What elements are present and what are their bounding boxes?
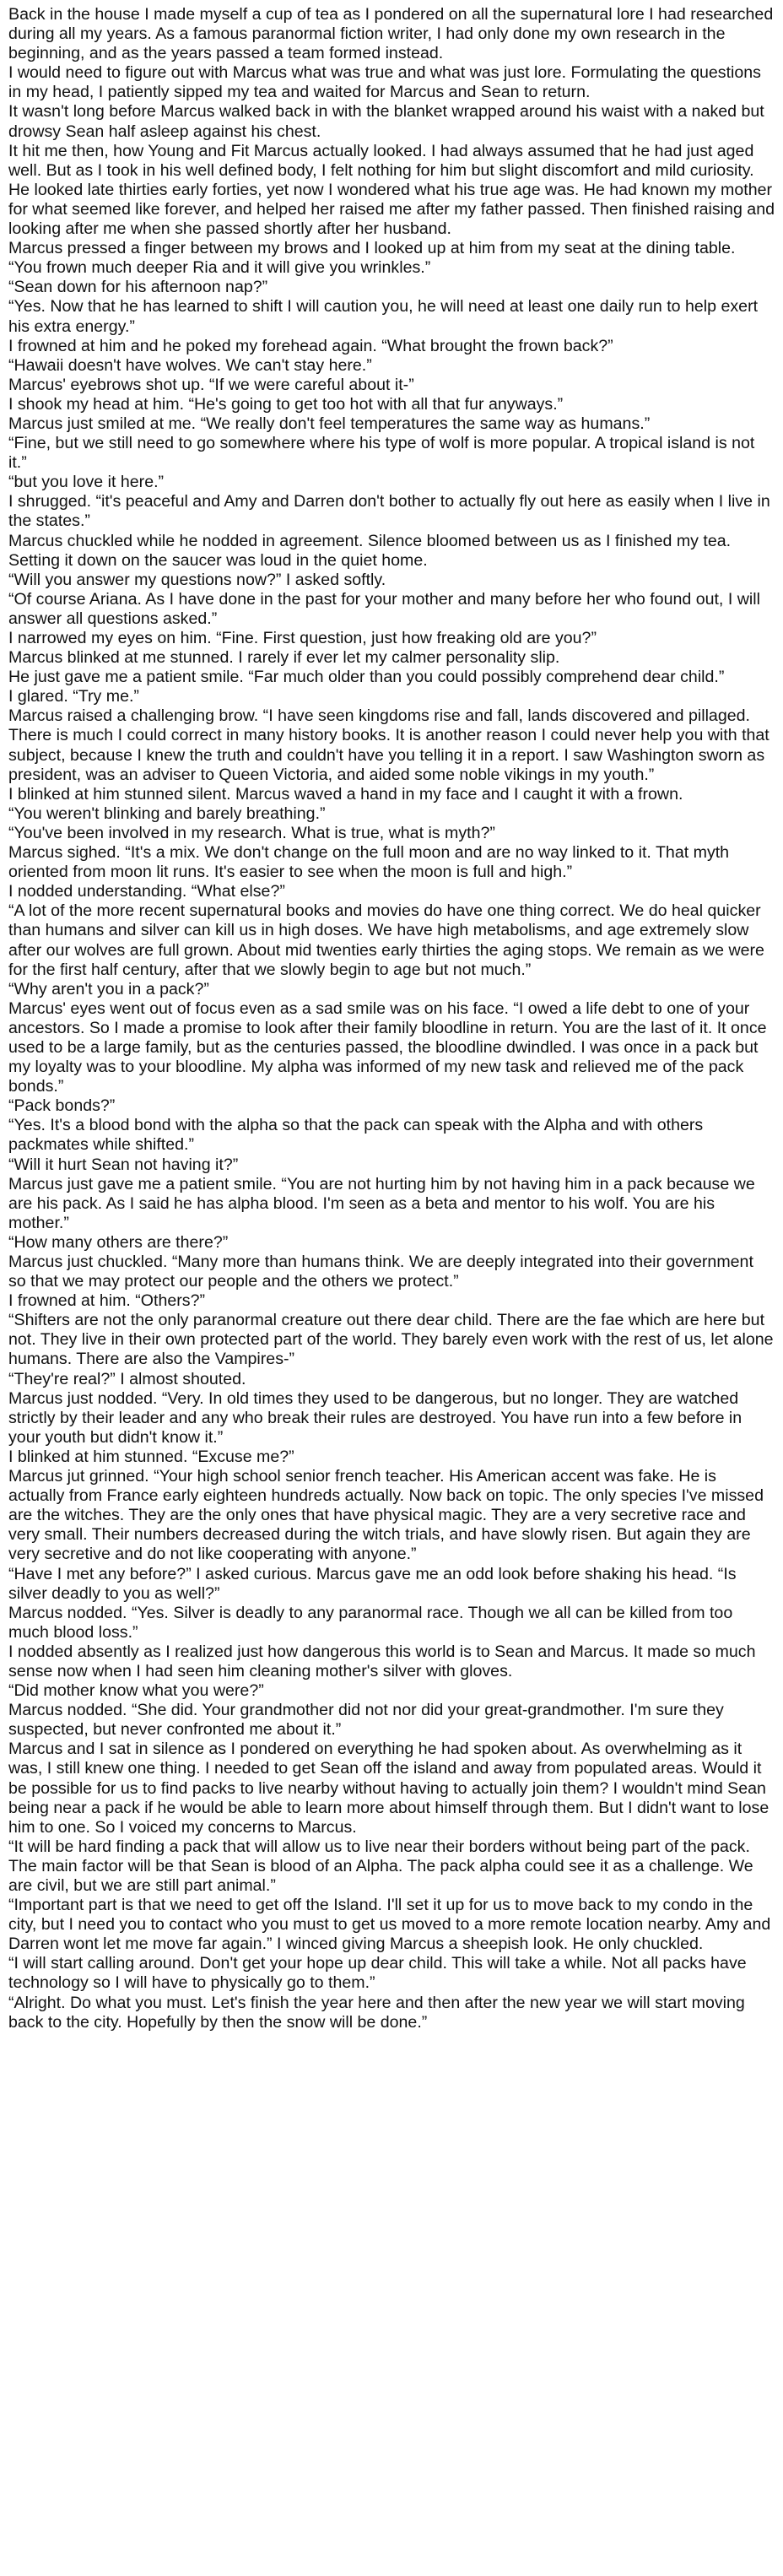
paragraph: “Shifters are not the only paranormal creature out there dear child. There are the fae which are here but not. They live in their own protected part of the world. They barely even work with the rest of us, let alone humans. There are also the Vampires-”	[8, 1311, 774, 1369]
paragraph: Marcus' eyes went out of focus even as a sad smile was on his face. “I owed a life debt to one of your ancestors. So I made a promise to look after their family bloodline in return. You are the last of it. It once used to be a large family, but as the centuries passed, the bloodline dwindled. I was once in a pack but my loyalty was to your bloodline. My alpha was informed of my new task and relieved me of the pack bonds.”	[8, 998, 767, 1096]
paragraph: Marcus just gave me a patient smile. “You are not hurting him by not having him in a pack because we are his pack. As I said he has alpha blood. I'm seen as a beta and mentor to his wolf. You are his mother.”	[8, 1174, 755, 1232]
paragraph: “Will it hurt Sean not having it?”	[8, 1155, 239, 1174]
paragraph: I blinked at him stunned. “Excuse me?”	[8, 1447, 294, 1466]
paragraph: Marcus just chuckled. “Many more than humans think. We are deeply integrated into their government so that we may protect our people and the others we protect.”	[8, 1253, 753, 1291]
paragraph: Marcus just nodded. “Very. In old times they used to be dangerous, but no longer. They are watched strictly by their leader and any who break their rules are destroyed. You have run into a few before in your youth but didn't know it.”	[8, 1388, 742, 1447]
paragraph: “Have I met any before?” I asked curious. Marcus gave me an odd look before shaking his head. “Is silver deadly to you as well?”	[8, 1564, 737, 1603]
paragraph: It wasn't long before Marcus walked back in with the blanket wrapped around his waist with a naked but drowsy Sean half asleep against his chest.	[8, 102, 764, 141]
paragraph: I shook my head at him. “He's going to get too hot with all that fur anyways.”	[8, 394, 564, 414]
paragraph: Marcus nodded. “Yes. Silver is deadly to any paranormal race. Though we all can be killed from too much blood loss.”	[8, 1603, 733, 1642]
paragraph: “I will start calling around. Don't get your hope up dear child. This will take a while. Not all packs have technology so I will have to physically go to them.”	[8, 1954, 747, 1993]
paragraph: It hit me then, how Young and Fit Marcus actually looked. I had always assumed that he had just aged well. But as I took in his well defined body, I felt nothing for him but slight discomfort and mild curiosity. He looked late thirties early forties, yet now I wondered what his true age was. He had known my mother for what seemed like forever, and helped her raised me after my father passed. Then finished raising and looking after me when she passed shortly after her husband.	[8, 141, 775, 239]
paragraph: Marcus and I sat in silence as I pondered on everything he had spoken about. As overwhelming as it was, I still knew one thing. I needed to get Sean off the island and away from populated areas. Would it be possible for us to find packs to live nearby without having to actually join them? I wouldn't mind Sean being near a pack if he would be able to learn more about himself through them. But I didn't want to lose him to one. So I voiced my concerns to Marcus.	[8, 1740, 770, 1837]
paragraph: I glared. “Try me.”	[8, 687, 139, 706]
paragraph: He just gave me a patient smile. “Far much older than you could possibly comprehend dear child.”	[8, 668, 725, 687]
paragraph: “You frown much deeper Ria and it will give you wrinkles.”	[8, 258, 431, 278]
paragraph: I frowned at him. “Others?”	[8, 1291, 206, 1311]
paragraph: I nodded absently as I realized just how dangerous this world is to Sean and Marcus. It made so much sense now when I had seen him cleaning mother's silver with gloves.	[8, 1642, 756, 1680]
paragraph: I frowned at him and he poked my forehead again. “What brought the frown back?”	[8, 336, 613, 355]
paragraph: I narrowed my eyes on him. “Fine. First question, just how freaking old are you?”	[8, 629, 597, 647]
paragraph: “Alright. Do what you must. Let's finish the year here and then after the new year we will start moving back to the city. Hopefully by then the snow will be done.”	[8, 1993, 745, 2032]
paragraph: Marcus pressed a finger between my brows and I looked up at him from my seat at the dining table.	[8, 239, 736, 258]
paragraph: Marcus just smiled at me. “We really don't feel temperatures the same way as humans.”	[8, 414, 651, 433]
paragraph: “Fine, but we still need to go somewhere where his type of wolf is more popular. A tropical island is not it.”	[8, 434, 755, 473]
paragraph: Marcus nodded. “She did. Your grandmother did not nor did your great-grandmother. I'm sure they suspected, but never confronted me about it.”	[8, 1701, 724, 1740]
paragraph: “Will you answer my questions now?” I asked softly.	[8, 570, 386, 589]
paragraph: Marcus' eyebrows shot up. “If we were careful about it-”	[8, 375, 414, 394]
paragraph: “Yes. Now that he has learned to shift I will caution you, he will need at least one daily run to help exert his extra energy.”	[8, 297, 759, 336]
paragraph: “You weren't blinking and barely breathing.”	[8, 804, 326, 823]
paragraph: Marcus sighed. “It's a mix. We don't change on the full moon and are no way linked to it. That myth oriented from moon lit runs. It's easier to see when the moon is full and high.”	[8, 843, 730, 882]
paragraph: “A lot of the more recent supernatural books and movies do have one thing correct. We do heal quicker than humans and silver can kill us in high doses. We have high metabolisms, and age extremely slow after our wolves are full grown. About mid twenties early thirties the aging stops. We remain as we were for the first half century, after that we slowly begin to age but not much.”	[8, 901, 764, 979]
paragraph: “Hawaii doesn't have wolves. We can't stay here.”	[8, 355, 372, 375]
paragraph: I nodded understanding. “What else?”	[8, 882, 285, 901]
paragraph: “but you love it here.”	[8, 473, 165, 492]
paragraph: “Of course Ariana. As I have done in the past for your mother and many before her who found out, I will answer all questions asked.”	[8, 589, 760, 628]
paragraph: “They're real?” I almost shouted.	[8, 1369, 246, 1388]
paragraph: Marcus jut grinned. “Your high school senior french teacher. His American accent was fake. He is actually from France early eighteen hundreds actually. Now back on topic. The only species I've missed are the witches. They are the only ones that have physical magic. They are a very secretive race and very small. Their numbers decreased during the witch trials, and have slowly risen. But again they are very secretive and do not like cooperating with anyone.”	[8, 1467, 764, 1564]
paragraph: “It will be hard finding a pack that will allow us to live near their borders without being part of the pack. The main factor will be that Sean is blood of an Alpha. The pack alpha could see it as a challenge. We are civil, but we are still part animal.”	[8, 1837, 753, 1895]
paragraph: “How many others are there?”	[8, 1232, 229, 1252]
paragraph: “Important part is that we need to get off the Island. I'll set it up for us to move back to my condo in the city, but I need you to contact who you must to get us moved to a more remote location nearby. Amy and Darren wont let me move far again.” I winced giving Marcus a sheepish look. He only chuckled.	[8, 1896, 771, 1954]
paragraph: Back in the house I made myself a cup of tea as I pondered on all the supernatural lore I had researched during all my years. As a famous paranormal fiction writer, I had only done my own research in the beginning, and as the years passed a team formed instead.	[8, 5, 774, 63]
paragraph: “Yes. It's a blood bond with the alpha so that the pack can speak with the Alpha and with others packmates while shifted.”	[8, 1116, 704, 1155]
paragraph: “Sean down for his afternoon nap?”	[8, 278, 268, 297]
paragraph: Marcus chuckled while he nodded in agreement. Silence bloomed between us as I finished my tea. Setting it down on the saucer was loud in the quiet home.	[8, 531, 732, 570]
paragraph: Marcus raised a challenging brow. “I have seen kingdoms rise and fall, lands discovered and pillaged. There is much I could correct in many history books. It is another reason I could never help you with that subject, because I knew the truth and couldn't have you telling it in a report. I saw Washington sworn as president, was an adviser to Queen Victoria, and aided some noble vikings in my youth.”	[8, 706, 770, 784]
paragraph: Marcus blinked at me stunned. I rarely if ever let my calmer personality slip.	[8, 648, 560, 668]
paragraph: I blinked at him stunned silent. Marcus waved a hand in my face and I caught it with a frown.	[8, 784, 683, 804]
paragraph: I shrugged. “it's peaceful and Amy and Darren don't bother to actually fly out here as easily when I live in the states.”	[8, 492, 770, 531]
paragraph: “You've been involved in my research. What is true, what is myth?”	[8, 823, 495, 842]
paragraph: “Pack bonds?”	[8, 1096, 116, 1116]
paragraph: “Why aren't you in a pack?”	[8, 979, 209, 998]
paragraph: “Did mother know what you were?”	[8, 1681, 264, 1701]
paragraph: I would need to figure out with Marcus what was true and what was just lore. Formulating the questions in my head, I patiently sipped my tea and waited for Marcus and Sean to return.	[8, 63, 761, 102]
